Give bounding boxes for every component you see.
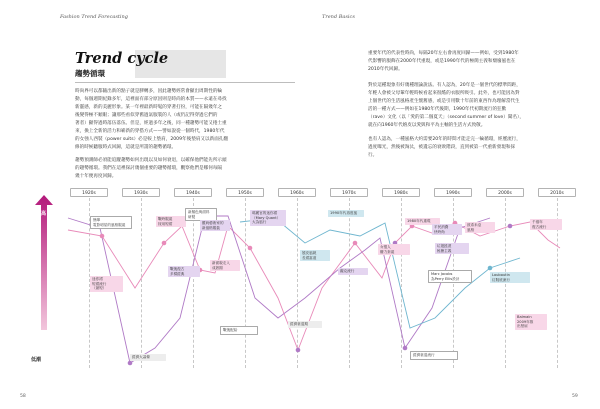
header-right: Trend Basics bbox=[322, 14, 355, 20]
annotation-box: 戰後復古 多樣經典 bbox=[168, 266, 200, 277]
annotation-box: 新面貌走入 成熟期 bbox=[210, 260, 240, 271]
decade-1950s: 1950s bbox=[226, 188, 264, 197]
page-title: Trend cycle bbox=[75, 50, 169, 67]
page-number-left: 58 bbox=[20, 394, 26, 399]
style-trend-line bbox=[68, 216, 490, 363]
annotation-box: 經濟衰退期 bbox=[288, 321, 322, 328]
annotation-box: 千禧年 復古流行 bbox=[530, 219, 562, 230]
annotation-box: Balmain 2009年推 出墊肩 bbox=[515, 314, 547, 330]
decade-1990s: 1990s bbox=[434, 188, 472, 197]
annotation-box: 嬉皮風貌 長裙當道 bbox=[300, 250, 330, 261]
decade-1940s: 1940s bbox=[174, 188, 212, 197]
annotation-box: 1980年代重現 bbox=[405, 218, 440, 225]
decade-1980s: 1980s bbox=[382, 188, 420, 197]
skirt-trend-line bbox=[68, 222, 560, 350]
annotation-box: 瑪麗官的迷你裙 （Mary Quant） 大為風行 bbox=[250, 210, 286, 226]
annotation-box: Marc Jacobs 為Perry Ellis設計 bbox=[428, 270, 472, 283]
annotation-box: 龐克流行 bbox=[338, 268, 368, 275]
decade-1970s: 1970s bbox=[330, 188, 368, 197]
annotation-box: 戰後配給 bbox=[220, 326, 258, 335]
annotation-box: 1990年代再度風 bbox=[328, 210, 364, 217]
annotation-box: 迷你裙 短裙流行 （最短） bbox=[90, 276, 123, 292]
right-paragraph-2: 對於這種現象有好幾種理論說法。有人認為，20年是一個世代的標準間距， 年輕人會被父母輩年輕時候看起來很酷的衣服所吸引。此外，也可能因為對 上個世代的生活風格產生懷舊感，或是引用數十年前的東西作為理解當代生 活的一種方式——例如在1980年代後期，1990年代初期流行的狂歡 （rave）文化（以「愛的第二個夏天」（second summer of love）聞名）， 就在向1960年代嬉皮以愛與和平為主軸的生活方式致敬。 bbox=[368, 83, 524, 128]
annotation-box: 經濟衰退流行 bbox=[410, 351, 458, 360]
left-paragraph-1: 時尚界可以都隨出新的點子就是膠轉多，因此趨勢經常會顯出周期性的輪 動，每個週期紀錄多年，這裡面有部分原因則是時尚的本質——永遠在尋找 新靈感，新的美麗形象。某一年裡最新時髦的穿著打扮，可能在隔幾年之 後變得極不順眼；讓那些看似穿舊過氣服裝的人（或仍記得穿過它們的 著者）顯得過時落伍落伍。但是，經過多年之後，同一種趨勢可能又捲土重 來，換上全新的活力和嶄新的穿搭方式——譬如說從一個時代，1980年代 的女強人西裝（power suits）必是較上墊肩，2009年後墊肩又以新面孔翻 修的時候聽服時式回歸，這就是所謂的趨勢循環。 bbox=[75, 89, 228, 150]
annotation-box: 戰時服裝 採用短裙 bbox=[156, 216, 186, 227]
axis-top-label: 高 bbox=[41, 211, 47, 217]
annotation-box: Louboutin 紅鞋底流行 bbox=[490, 272, 530, 283]
annotation-box: 經濟大蕭條 bbox=[130, 354, 166, 361]
left-paragraph-2: 趨勢預測師必須能追蹤趨勢如何出現以及如何衰退，以確保他們能先所示頭 的趨勢循環。我們在這裡探討幾個重要的趨勢循環，觀察他們是哪何每隔 幾十年便再度回歸。 bbox=[75, 158, 227, 179]
right-paragraph-1: 重要年代的代表性時尚，每隔20年左右會再度回歸——例如，受到1980年 代影響的服飾在2000年代重現，或是1990年代的極簡主義和頹廢風也在 2010年代回歸。 bbox=[368, 51, 519, 72]
decade-2000s: 2000s bbox=[486, 188, 524, 197]
annotation-box: 女強人 權力套裝 bbox=[378, 244, 410, 255]
axis-bottom-label: 低潮 bbox=[31, 357, 42, 363]
decade-1960s: 1960s bbox=[278, 188, 316, 197]
annotation-box: 簡單 電影明星的風格服裝 bbox=[90, 216, 132, 229]
decade-2010s: 2010s bbox=[538, 188, 576, 197]
annotation-box: 波希米亞 風格 bbox=[465, 222, 495, 233]
page-number-right: 59 bbox=[572, 394, 578, 399]
annotation-box: 羅尚藝術家的 新風格服裝 bbox=[200, 220, 230, 231]
header-left: Fashion Trend Forecasting bbox=[60, 14, 128, 20]
annotation-box: 垃圾搖滾 極簡主義 bbox=[435, 243, 469, 254]
title-divider bbox=[75, 82, 295, 83]
page-subtitle: 趨勢循環 bbox=[75, 69, 105, 78]
decade-1920s: 1920s bbox=[70, 188, 108, 197]
trend-timeline bbox=[60, 188, 580, 369]
annotation-box: 平民消費 快時尚 bbox=[432, 224, 462, 235]
trend-markers bbox=[100, 216, 513, 366]
right-paragraph-3: 也有人認為，一種風格大約需要20年的時間才能走完一輪循環，經歷流行， 過度曝光，然後被淘汰，被遺忘的衰敗階段，直到被第一代重新發現和採 行。 bbox=[368, 137, 521, 158]
annotation-box: 新顏色與面料 研製 bbox=[185, 208, 217, 221]
decade-1930s: 1930s bbox=[122, 188, 160, 197]
